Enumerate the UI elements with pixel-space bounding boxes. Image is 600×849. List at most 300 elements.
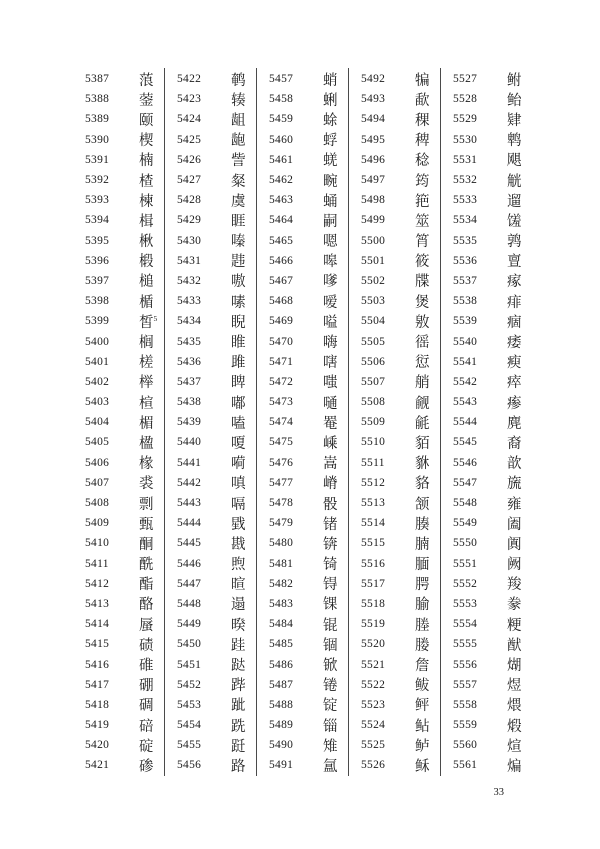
table-row	[257, 735, 348, 755]
table-row	[257, 271, 348, 291]
table-row	[165, 594, 256, 614]
table-row	[441, 493, 533, 513]
table-row	[73, 392, 164, 412]
entry-number: 5397	[85, 274, 110, 287]
entry-character-glyph: 嗳	[323, 294, 338, 311]
entry-character	[231, 311, 246, 332]
entry-character-glyph: 虞	[231, 193, 246, 210]
entry-character	[323, 230, 338, 251]
entry-number: 5482	[269, 577, 294, 590]
entry-character-glyph: 楠	[139, 153, 154, 170]
entry-character-glyph: 筲	[415, 234, 430, 251]
entry-character-glyph: 鲈	[415, 738, 430, 755]
footnote-marker: 5	[153, 314, 158, 324]
table-row	[349, 594, 440, 614]
entry-character	[139, 634, 154, 655]
entry-number: 5512	[361, 476, 386, 489]
table-row	[165, 251, 256, 271]
entry-character-glyph: 筢	[415, 193, 430, 210]
entry-number: 5410	[85, 537, 110, 550]
table-row	[349, 69, 440, 89]
table-row	[349, 231, 440, 251]
entry-character-glyph: 碛	[139, 637, 154, 654]
entry-character	[231, 392, 246, 413]
entry-number: 5403	[85, 396, 110, 409]
entry-character-glyph: 歃	[415, 92, 430, 109]
table-row	[441, 170, 533, 190]
entry-character	[323, 89, 338, 110]
table-row	[257, 574, 348, 594]
entry-character-glyph: 楔	[139, 133, 154, 150]
entry-character	[323, 250, 338, 271]
entry-number: 5507	[361, 375, 386, 388]
entry-character	[415, 452, 430, 473]
entry-number: 5470	[269, 335, 294, 348]
entry-character-glyph: 蒗	[139, 72, 154, 89]
entry-character-glyph: 锗	[323, 516, 338, 533]
entry-character	[323, 149, 338, 170]
entry-character	[507, 573, 522, 594]
entry-character	[139, 533, 154, 554]
entry-character	[507, 210, 522, 231]
entry-number: 5450	[177, 638, 202, 651]
entry-character	[507, 311, 522, 332]
table-column	[73, 68, 165, 776]
table-row	[73, 594, 164, 614]
entry-number: 5415	[85, 638, 110, 651]
table-row	[73, 69, 164, 89]
table-row	[165, 231, 256, 251]
entry-character	[231, 69, 246, 90]
entry-character-glyph: 嗔	[231, 476, 246, 493]
table-row	[257, 170, 348, 190]
entry-character-glyph: 碚	[139, 718, 154, 735]
entry-character-glyph: 嗉	[231, 294, 246, 311]
entry-character	[323, 392, 338, 413]
entry-character-glyph: 锩	[323, 678, 338, 695]
table-row	[441, 432, 533, 452]
entry-character-glyph: 鲇	[415, 718, 430, 735]
entry-character	[507, 614, 522, 635]
entry-number: 5481	[269, 557, 294, 570]
entry-character-glyph: 痱	[507, 294, 522, 311]
entry-character-glyph: 氲	[323, 758, 338, 775]
entry-character	[139, 331, 154, 352]
entry-character	[415, 674, 430, 695]
entry-number: 5526	[361, 759, 386, 772]
table-row	[165, 755, 256, 775]
entry-number: 5442	[177, 476, 202, 489]
entry-character-glyph: 跹	[231, 738, 246, 755]
entry-number: 5387	[85, 73, 110, 86]
entry-character	[415, 412, 430, 433]
entry-character	[139, 351, 154, 372]
entry-character-glyph: 蜣	[323, 153, 338, 170]
entry-character-glyph: 骰	[323, 496, 338, 513]
entry-number: 5486	[269, 658, 294, 671]
entry-number: 5464	[269, 214, 294, 227]
entry-number: 5405	[85, 436, 110, 449]
entry-character-glyph: 锝	[323, 577, 338, 594]
entry-character	[415, 89, 430, 110]
table-row	[165, 352, 256, 372]
entry-number: 5457	[269, 73, 294, 86]
table-row	[165, 69, 256, 89]
entry-character-glyph: 跬	[231, 637, 246, 654]
table-row	[349, 271, 440, 291]
entry-character-glyph: 戥	[231, 516, 246, 533]
entry-character	[231, 654, 246, 675]
table-row	[73, 210, 164, 230]
table-row	[349, 695, 440, 715]
entry-number: 5472	[269, 375, 294, 388]
entry-character	[231, 593, 246, 614]
entry-character-glyph: 瘁	[507, 375, 522, 392]
table-row	[165, 473, 256, 493]
entry-character	[139, 573, 154, 594]
table-row	[165, 654, 256, 674]
entry-character-glyph: 訾	[231, 153, 246, 170]
table-row	[257, 130, 348, 150]
entry-character-glyph: 蓥	[139, 92, 154, 109]
table-row	[165, 130, 256, 150]
table-row	[441, 251, 533, 271]
entry-character	[507, 755, 522, 776]
entry-character	[323, 129, 338, 150]
entry-number: 5431	[177, 254, 202, 267]
entry-character	[507, 291, 522, 312]
table-row	[257, 594, 348, 614]
entry-number: 5495	[361, 133, 386, 146]
table-row	[257, 715, 348, 735]
entry-character	[415, 331, 430, 352]
entry-character	[323, 614, 338, 635]
table-row	[441, 755, 533, 775]
table-row	[257, 634, 348, 654]
table-row	[349, 291, 440, 311]
entry-number: 5523	[361, 698, 386, 711]
table-row	[257, 352, 348, 372]
entry-number: 5467	[269, 274, 294, 287]
entry-character-glyph: 鹑	[507, 234, 522, 251]
table-row	[73, 715, 164, 735]
entry-character-glyph: 嗣	[323, 213, 338, 230]
table-row	[73, 614, 164, 634]
entry-character-glyph: 瘆	[507, 395, 522, 412]
entry-character-glyph: 锨	[323, 658, 338, 675]
entry-number: 5514	[361, 517, 386, 530]
entry-character-glyph: 腼	[415, 557, 430, 574]
table-row	[349, 614, 440, 634]
entry-character-glyph: 毹	[415, 415, 430, 432]
entry-character	[415, 291, 430, 312]
table-row	[349, 453, 440, 473]
entry-character-glyph: 楦	[139, 395, 154, 412]
entry-character	[323, 452, 338, 473]
entry-character-glyph: 嵴	[323, 476, 338, 493]
table-row	[441, 735, 533, 755]
entry-number: 5446	[177, 557, 202, 570]
entry-character	[231, 715, 246, 736]
entry-character	[323, 654, 338, 675]
entry-character	[323, 493, 338, 514]
entry-number: 5494	[361, 113, 386, 126]
entry-character-glyph: 嗌	[323, 314, 338, 331]
entry-number: 5422	[177, 73, 202, 86]
entry-character	[139, 432, 154, 453]
table-row	[73, 453, 164, 473]
entry-character-glyph: 椴	[139, 254, 154, 271]
entry-character-glyph: 粲	[231, 173, 246, 190]
entry-character-glyph: 貅	[415, 456, 430, 473]
entry-character-glyph: 粳	[507, 617, 522, 634]
entry-character-glyph: 腠	[415, 516, 430, 533]
table-row	[73, 170, 164, 190]
entry-number: 5546	[453, 456, 478, 469]
entry-character-glyph: 嗪	[231, 234, 246, 251]
entry-character	[231, 250, 246, 271]
entry-character-glyph: 嗥	[323, 254, 338, 271]
entry-number: 5429	[177, 214, 202, 227]
entry-character-glyph: 阖	[507, 516, 522, 533]
entry-character-glyph: 椽	[139, 456, 154, 473]
entry-character	[415, 472, 430, 493]
entry-character	[231, 351, 246, 372]
entry-number: 5436	[177, 355, 202, 368]
entry-character-glyph: 煸	[507, 758, 522, 775]
entry-character	[507, 593, 522, 614]
entry-character-glyph: 碉	[139, 698, 154, 715]
entry-character-glyph: 跐	[231, 698, 246, 715]
table-row	[257, 150, 348, 170]
entry-character	[139, 472, 154, 493]
table-row	[165, 614, 256, 634]
entry-character	[139, 452, 154, 473]
entry-character-glyph: 羧	[507, 577, 522, 594]
entry-character	[323, 170, 338, 191]
table-row	[441, 210, 533, 230]
entry-character-glyph: 槎	[139, 355, 154, 372]
table-row	[73, 251, 164, 271]
entry-number: 5550	[453, 537, 478, 550]
entry-character-glyph: 跸	[231, 678, 246, 695]
entry-number: 5430	[177, 234, 202, 247]
entry-number: 5506	[361, 355, 386, 368]
entry-number: 5536	[453, 254, 478, 267]
entry-number: 5393	[85, 194, 110, 207]
table-row	[165, 675, 256, 695]
table-row	[441, 89, 533, 109]
entry-character-glyph: 碜	[139, 758, 154, 775]
table-row	[165, 735, 256, 755]
entry-number: 5520	[361, 638, 386, 651]
table-row	[73, 533, 164, 553]
entry-number: 5484	[269, 618, 294, 631]
table-row	[257, 231, 348, 251]
entry-number: 5399	[85, 315, 110, 328]
entry-number: 5443	[177, 497, 202, 510]
table-row	[73, 352, 164, 372]
entry-character	[231, 210, 246, 231]
table-row	[441, 715, 533, 735]
entry-character-glyph: 煅	[507, 718, 522, 735]
entry-character-glyph: 嗐	[323, 355, 338, 372]
table-row	[165, 331, 256, 351]
entry-number: 5447	[177, 577, 202, 590]
entry-number: 5524	[361, 719, 386, 732]
entry-character	[323, 109, 338, 130]
table-row	[257, 331, 348, 351]
entry-number: 5521	[361, 658, 386, 671]
entry-number: 5406	[85, 456, 110, 469]
entry-character	[415, 715, 430, 736]
table-row	[349, 392, 440, 412]
entry-character	[507, 392, 522, 413]
entry-character	[415, 69, 430, 90]
entry-character	[231, 513, 246, 534]
entry-character-glyph: 剽	[139, 496, 154, 513]
entry-character-glyph: 馐	[507, 213, 522, 230]
entry-character-glyph: 稣	[415, 758, 430, 775]
entry-character-glyph: 煳	[507, 658, 522, 675]
entry-number: 5478	[269, 497, 294, 510]
table-row	[165, 311, 256, 331]
entry-character-glyph: 辏	[231, 92, 246, 109]
entry-number: 5459	[269, 113, 294, 126]
table-row	[257, 89, 348, 109]
table-row	[165, 291, 256, 311]
entry-character-glyph: 筠	[415, 173, 430, 190]
table-row	[441, 311, 533, 331]
entry-character-glyph: 瘃	[507, 274, 522, 291]
entry-number: 5479	[269, 517, 294, 530]
table-row	[73, 755, 164, 775]
entry-number: 5510	[361, 436, 386, 449]
table-row	[257, 513, 348, 533]
table-row	[165, 271, 256, 291]
entry-character	[415, 634, 430, 655]
entry-character-glyph: 煊	[507, 738, 522, 755]
entry-character	[507, 634, 522, 655]
table-row	[257, 210, 348, 230]
entry-character-glyph: 甄	[139, 516, 154, 533]
entry-character-glyph: 亶	[507, 254, 522, 271]
entry-character-glyph: 筱	[415, 254, 430, 271]
entry-character-glyph: 鲐	[507, 92, 522, 109]
entry-character-glyph: 稞	[415, 112, 430, 129]
entry-character	[139, 230, 154, 251]
entry-character-glyph: 飓	[507, 153, 522, 170]
entry-character-glyph: 跶	[231, 658, 246, 675]
table-row	[165, 432, 256, 452]
table-row	[165, 170, 256, 190]
entry-character	[415, 533, 430, 554]
table-row	[441, 291, 533, 311]
entry-number: 5449	[177, 618, 202, 631]
entry-character	[231, 270, 246, 291]
entry-character-glyph: 楫	[139, 213, 154, 230]
entry-character	[139, 493, 154, 514]
entry-character-glyph: 罨	[323, 415, 338, 432]
table-row	[257, 251, 348, 271]
entry-character	[415, 371, 430, 392]
entry-character-glyph: 嗷	[231, 274, 246, 291]
table-row	[257, 190, 348, 210]
entry-character	[139, 291, 154, 312]
entry-number: 5437	[177, 375, 202, 388]
entry-number: 5558	[453, 698, 478, 711]
entry-character-glyph: 塍	[415, 617, 430, 634]
entry-number: 5438	[177, 396, 202, 409]
entry-number: 5473	[269, 396, 294, 409]
table-row	[257, 695, 348, 715]
table-row	[257, 311, 348, 331]
entry-character	[139, 735, 154, 756]
entry-number: 5498	[361, 194, 386, 207]
entry-character-glyph: 锞	[323, 597, 338, 614]
table-row	[441, 513, 533, 533]
entry-character-glyph: 腧	[415, 597, 430, 614]
entry-number: 5548	[453, 497, 478, 510]
entry-number: 5461	[269, 153, 294, 166]
entry-character	[139, 149, 154, 170]
entry-character-glyph: 鲅	[415, 678, 430, 695]
entry-number: 5420	[85, 739, 110, 752]
entry-number: 5483	[269, 597, 294, 610]
table-row	[349, 130, 440, 150]
entry-number: 5555	[453, 638, 478, 651]
entry-character	[139, 412, 154, 433]
entry-character	[415, 614, 430, 635]
table-row	[349, 735, 440, 755]
entry-number: 5444	[177, 517, 202, 530]
entry-number: 5421	[85, 759, 110, 772]
table-row	[441, 554, 533, 574]
entry-character	[415, 755, 430, 776]
entry-character	[507, 735, 522, 756]
entry-character	[231, 149, 246, 170]
entry-number: 5468	[269, 295, 294, 308]
entry-character	[415, 553, 430, 574]
table-row	[441, 533, 533, 553]
table-row	[441, 695, 533, 715]
entry-character	[415, 270, 430, 291]
entry-character	[139, 371, 154, 392]
table-column	[349, 68, 441, 776]
entry-number: 5491	[269, 759, 294, 772]
entry-character-glyph: 跣	[231, 718, 246, 735]
entry-character-glyph: 蛹	[323, 193, 338, 210]
entry-number: 5452	[177, 678, 202, 691]
entry-character-glyph: 嗨	[323, 335, 338, 352]
table-row	[349, 493, 440, 513]
entry-number: 5557	[453, 678, 478, 691]
table-row	[73, 432, 164, 452]
table-row	[73, 554, 164, 574]
entry-number: 5538	[453, 295, 478, 308]
entry-character-glyph: 腭	[415, 577, 430, 594]
entry-number: 5413	[85, 597, 110, 610]
entry-number: 5502	[361, 274, 386, 287]
entry-number: 5540	[453, 335, 478, 348]
table-row	[349, 654, 440, 674]
entry-character-glyph: 嵊	[323, 435, 338, 452]
table-row	[349, 150, 440, 170]
table-row	[165, 695, 256, 715]
entry-character-glyph: 槌	[139, 274, 154, 291]
entry-character	[231, 573, 246, 594]
table-row	[257, 755, 348, 775]
